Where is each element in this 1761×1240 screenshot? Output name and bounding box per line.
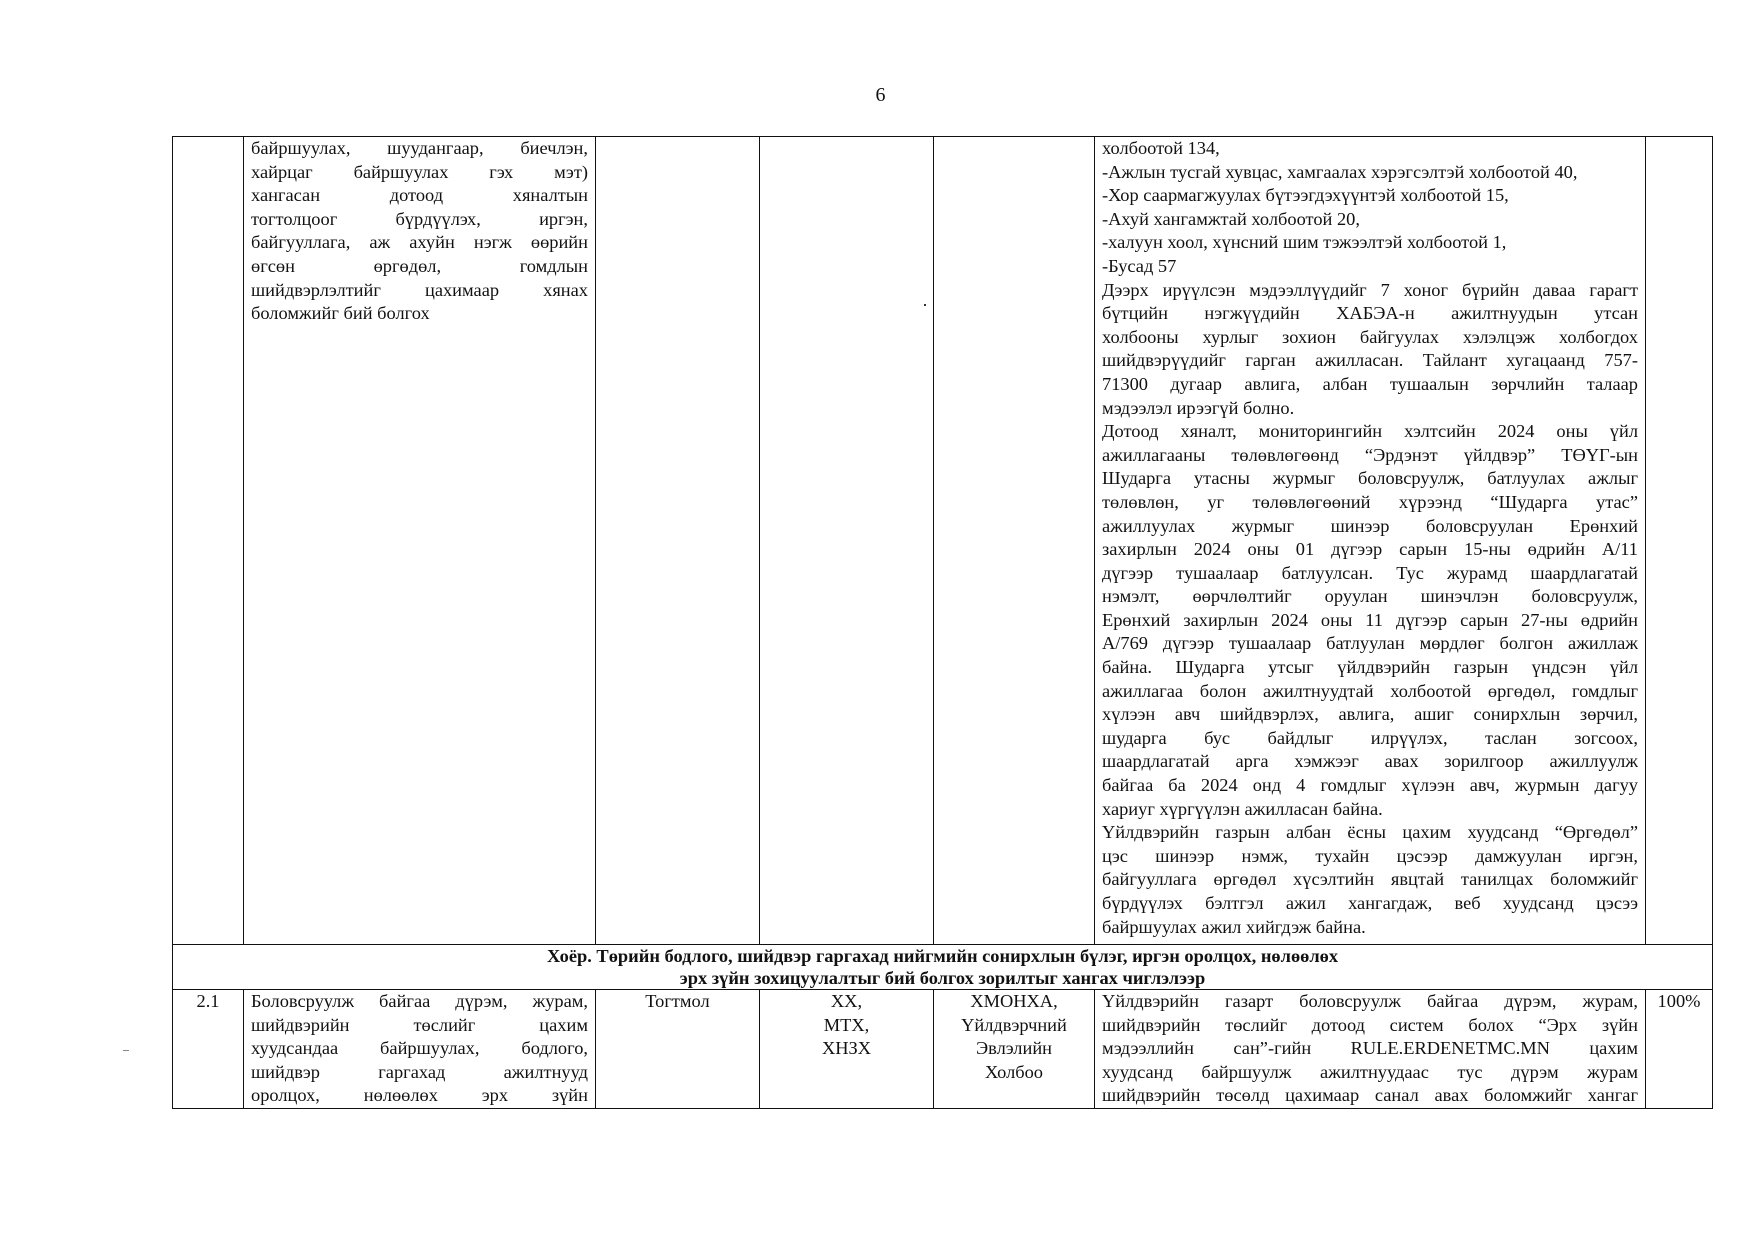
action-plan-table	[172, 136, 1713, 1109]
result-text-line: шаардлагатай арга хэмжээг авах зорилгоор ажиллуулж	[1102, 751, 1638, 772]
row-number: 2.1	[173, 990, 244, 1109]
result-text-line: дүгээр тушаалаар батлуулсан. Тус журамд шаардлагатай	[1102, 562, 1638, 583]
section-header-line-2: эрх зүйн зохицуулалтыг бий болгох зорилтыг хангах чиглэлээр	[679, 968, 1206, 988]
result-text-line: мэдээлэл ирээгүй болно.	[1102, 397, 1295, 418]
row-result-line: шийдвэрийн төсөлд цахимаар санал авах боломжийг хангаг	[1102, 1085, 1638, 1106]
row-measure-line: шийдвэр гаргахад ажилтнууд	[251, 1061, 588, 1082]
cell-measure	[244, 137, 596, 945]
section-header-line-1: Хоёр. Төрийн бодлого, шийдвэр гаргахад нийгмийн сонирхлын бүлэг, иргэн оролцох, нөлөөлөх	[546, 946, 1339, 966]
measure-text-line: тогтолцоог бүрдүүлэх, иргэн,	[251, 208, 588, 229]
partner-organization: Холбоо	[985, 1061, 1043, 1082]
row-deadline: Тогтмол	[596, 990, 760, 1109]
row-result-line: Үйлдвэрийн газарт боловсруулж байгаа дүрэм, журам,	[1102, 991, 1638, 1011]
section-header-cell	[173, 945, 1713, 990]
result-text-line: 71300 дугаар авлига, албан тушаалын зөрчлийн талаар	[1102, 373, 1638, 394]
row-measure-line: оролцох, нөлөөлөх эрх зүйн	[251, 1085, 588, 1106]
result-text-line: холбоотой 134,	[1102, 138, 1220, 158]
row-measure-line: шийдвэрийн төслийг цахим	[251, 1014, 588, 1035]
result-text-line: -Ажлын тусгай хувцас, хамгаалах хэрэгсэлтэй холбоотой 40,	[1102, 161, 1578, 182]
responsible-unit: МТХ,	[823, 1014, 870, 1035]
result-text-line: шударга бус байдлыг илрүүлэх, таслан зогсоох,	[1102, 727, 1638, 748]
result-text-line: хариуг хүргүүлэн ажилласан байна.	[1102, 798, 1383, 819]
section-header-row	[173, 945, 1713, 990]
row-result-line: хуудсанд байршуулж ажилтнуудаас тус дүрэм журам	[1102, 1061, 1638, 1082]
measure-text-line: хайрцаг байршуулах гэх мэт)	[251, 161, 588, 182]
result-text-line: байгаа ба 2024 онд 4 гомдлыг хүлээн авч, журмын дагуу	[1102, 775, 1638, 796]
cell-responsible	[760, 137, 934, 945]
responsible-unit: ХНЗХ	[821, 1038, 872, 1059]
result-text-line: холбооны хурлыг зохион байгуулах хэлэлцэж холбогдох	[1102, 326, 1638, 347]
measure-text-line: боломжийг бий болгох	[251, 303, 430, 324]
result-text-line: Шударга утасны журмыг боловсруулж, батлуулах ажлыг	[1102, 468, 1638, 489]
result-text-line: -Ахуй хангамжтай холбоотой 20,	[1102, 208, 1360, 229]
row-responsible	[760, 990, 934, 1109]
result-text-line: ажиллуулах журмыг шинээр боловсруулан Ерөнхий	[1102, 515, 1638, 536]
responsible-unit: ХХ,	[830, 991, 863, 1011]
result-text-line: -халуун хоол, хүнсний шим тэжээлтэй холбоотой 1,	[1102, 232, 1507, 253]
row-measure	[244, 990, 596, 1109]
row-measure-line: хуудсандаа байршуулах, бодлого,	[251, 1038, 588, 1059]
cell-number	[173, 137, 244, 945]
page-number: 6	[875, 84, 886, 106]
measure-text-line: шийдвэрлэлтийг цахимаар хянах	[251, 279, 588, 300]
result-text-line: хүлээн авч шийдвэрлэх, авлига, ашиг сонирхлын зөрчил,	[1102, 704, 1638, 725]
row-percent: 100%	[1646, 990, 1713, 1109]
margin-mark	[123, 1050, 129, 1051]
result-text-line: байгууллага өргөдөл хүсэлтийн явцтай танилцах боломжийг	[1102, 869, 1638, 890]
result-text-line: ажиллагаа болон ажилтнуудтай холбоотой өргөдөл, гомдлыг	[1102, 680, 1638, 701]
cell-result	[1095, 137, 1646, 945]
row-partners	[934, 990, 1095, 1109]
result-text-line: нэмэлт, өөрчлөлтийг оруулан шинэчлэн боловсруулж,	[1102, 586, 1638, 607]
result-text-line: Дотоод хяналт, мониторингийн хэлтсийн 2024 оны үйл	[1102, 421, 1638, 442]
result-text-line: байна. Шударга утсыг үйлдвэрийн газрын үндсэн үйл	[1102, 657, 1638, 678]
row-measure-line: Боловсруулж байгаа дүрэм, журам,	[251, 991, 588, 1011]
result-text-line: төлөвлөн, уг төлөвлөгөөний хүрээнд “Шударга утас”	[1102, 491, 1638, 512]
result-text-line: -Хор саармагжуулах бүтээгдэхүүнтэй холбоотой 15,	[1102, 185, 1509, 206]
result-text-line: бүрдүүлэх бэлтгэл ажил хангагдаж, веб хуудсанд цэсээ	[1102, 893, 1638, 913]
measure-text-line: байршуулах, шуудангаар, биечлэн,	[251, 138, 588, 158]
cell-deadline	[596, 137, 760, 945]
row-result-line: шийдвэрийн төслийг дотоод систем болох “Эрх зүйн	[1102, 1014, 1638, 1035]
result-text-line: Дээрх ирүүлсэн мэдээллүүдийг 7 хоног бүрийн даваа гарагт	[1102, 279, 1638, 300]
row-result	[1095, 990, 1646, 1109]
cell-partners	[934, 137, 1095, 945]
result-text-line: цэс шинээр нэмж, тухайн цэсээр дамжуулан иргэн,	[1102, 845, 1638, 866]
row-result-line: мэдээллийн сан”-гийн RULE.ERDENETMC.MN цахим	[1102, 1038, 1638, 1059]
result-text-line: шийдвэрүүдийг гарган ажилласан. Тайлант хугацаанд 757-	[1102, 350, 1638, 371]
result-text-line: ажиллагааны төлөвлөгөөнд “Эрдэнэт үйлдвэр” ТӨҮГ-ын	[1102, 444, 1638, 465]
partner-organization: Эвлэлийн	[975, 1038, 1053, 1059]
measure-text-line: байгууллага, аж ахуйн нэгж өөрийн	[251, 232, 588, 253]
result-text-line: захирлын 2024 оны 01 дүгээр сарын 15-ны өдрийн А/11	[1102, 539, 1638, 560]
measure-text-line: хангасан дотоод хяналтын	[251, 185, 588, 206]
result-text-line: Ерөнхий захирлын 2024 оны 11 дүгээр сарын 27-ны өдрийн	[1102, 609, 1638, 630]
result-text-line: бүтцийн нэгжүүдийн ХАБЭА-н ажилтнуудын утсан	[1102, 303, 1638, 324]
cell-percent	[1646, 137, 1713, 945]
result-text-line: -Бусад 57	[1102, 255, 1177, 276]
partner-organization: ХМОНХА,	[970, 991, 1058, 1011]
result-text-line: А/769 дүгээр тушаалаар батлуулан мөрдлөг болгон ажиллаж	[1102, 633, 1638, 654]
measure-text-line: өгсөн өргөдөл, гомдлын	[251, 255, 588, 276]
stray-dot	[924, 304, 926, 306]
table-row-2-1	[173, 990, 1713, 1109]
result-text-line: Үйлдвэрийн газрын албан ёсны цахим хуудсанд “Өргөдөл”	[1102, 822, 1638, 843]
result-text-line: байршуулах ажил хийгдэж байна.	[1102, 916, 1366, 937]
partner-organization: Үйлдвэрчний	[961, 1014, 1067, 1035]
table-row-continuation	[173, 137, 1713, 945]
